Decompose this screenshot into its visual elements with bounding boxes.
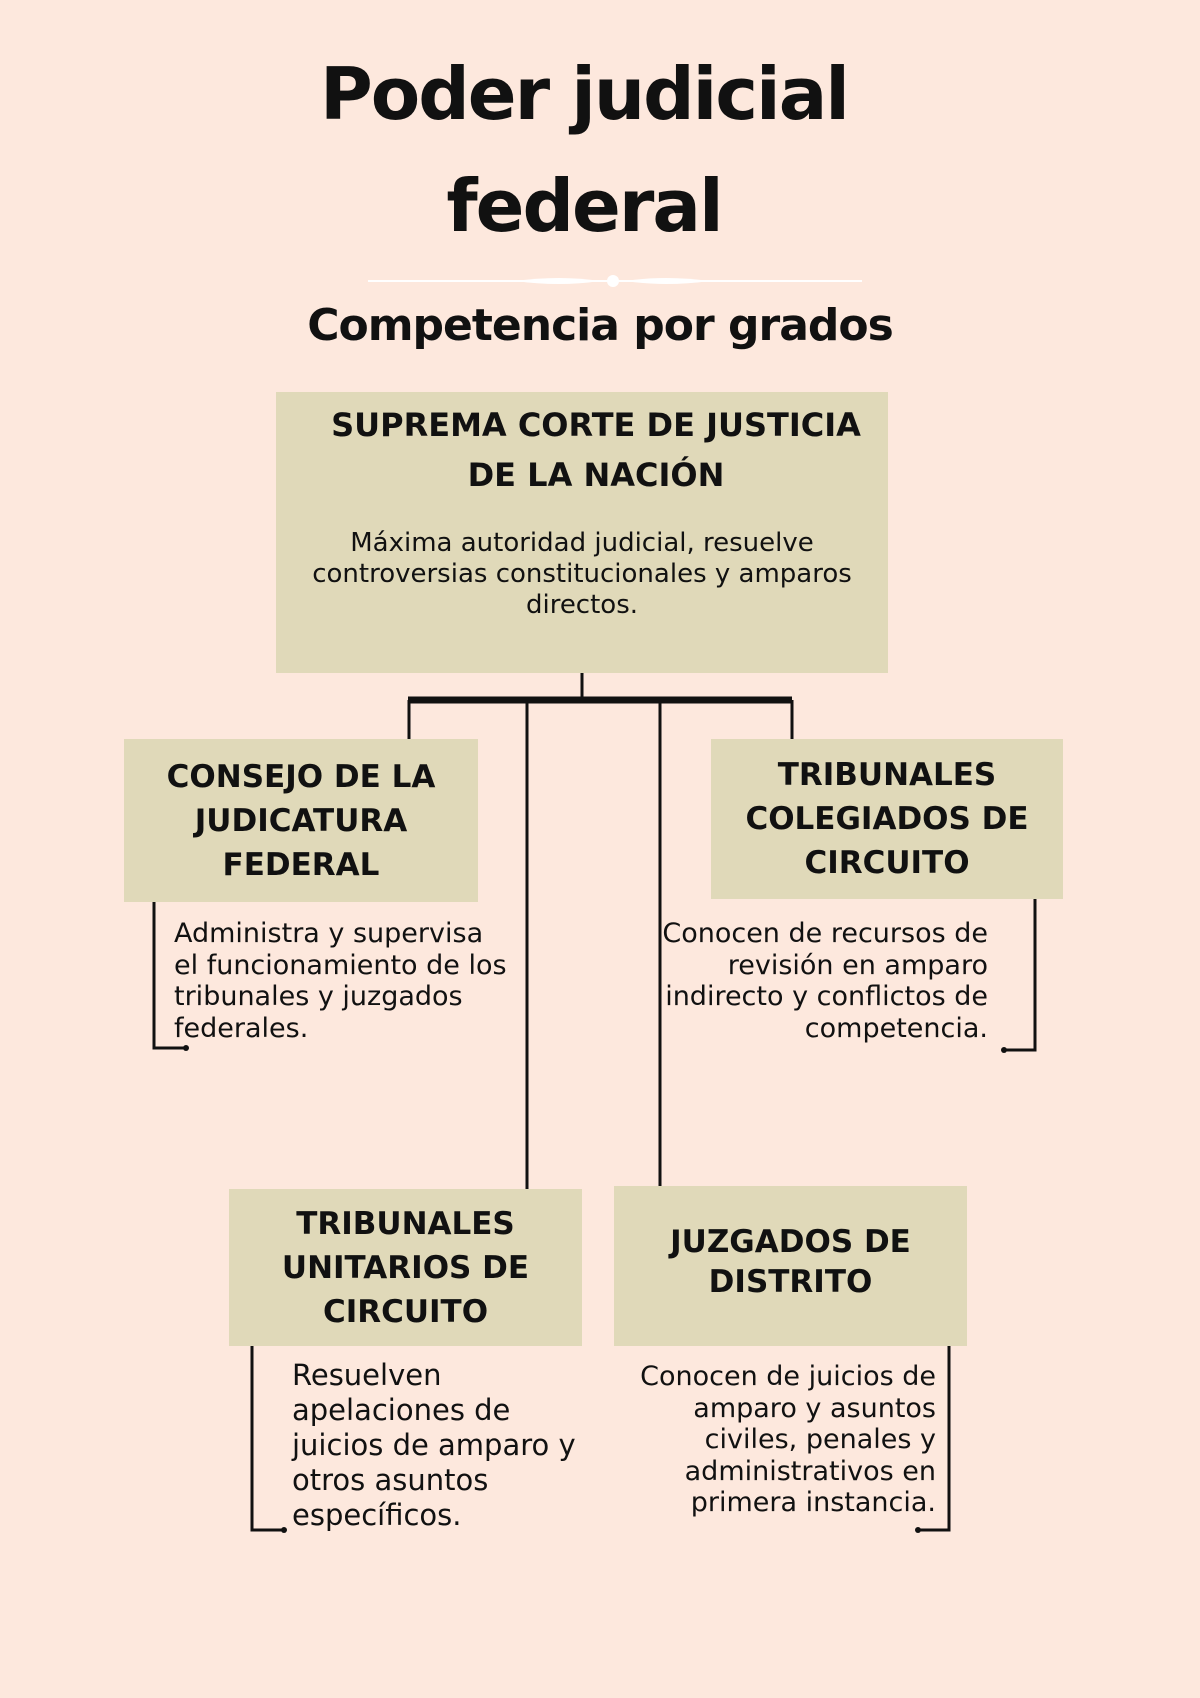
node-consejo-judicatura-title-line-3: FEDERAL [222,846,380,883]
node-juzgados-distrito-description: Conocen de juicios de amparo y asuntos civiles, penales y administrativos en primera instancia. [640,1361,936,1518]
node-suprema-corte-description: Máxima autoridad judicial, resuelve controversias constitucionales y amparos directos. [312,528,852,620]
node-juzgados-distrito [614,1186,967,1346]
node-suprema-corte-title-line-2: DE LA NACIÓN [467,456,725,494]
node-consejo-judicatura-title-line-1: CONSEJO DE LA [166,758,436,795]
node-suprema-corte [276,392,888,673]
node-juzgados-distrito-title-line-1: JUZGADOS DE [670,1224,911,1260]
node-tribunales-unitarios-title-line-2: UNITARIOS DE [281,1249,530,1286]
node-consejo-judicatura [124,739,478,902]
node-tribunales-unitarios-description: Resuelven apelaciones de juicios de amparo y otros asuntos específicos. [292,1358,576,1532]
node-tribunales-colegiados-title-line-1: TRIBUNALES [777,757,997,793]
node-juzgados-distrito-title-line-2: DISTRITO [708,1264,873,1300]
node-tribunales-unitarios-title-line-1: TRIBUNALES [296,1205,515,1242]
node-consejo-judicatura-description: Administra y supervisa el funcionamiento de los tribunales y juzgados federales. [174,918,507,1044]
node-tribunales-colegiados [711,739,1063,899]
page-title-line-1: Poder judicial [320,52,848,136]
node-tribunales-unitarios [229,1189,582,1346]
node-tribunales-colegiados-description: Conocen de recursos de revisión en amparo indirecto y conflictos de competencia. [662,918,988,1044]
title-divider [368,275,862,287]
page-title-line-2: federal [446,164,722,248]
subtitle: Competencia por grados [307,300,893,351]
node-suprema-corte-title-line-1: SUPREMA CORTE DE JUSTICIA [331,406,861,444]
node-tribunales-colegiados-title-line-3: CIRCUITO [804,845,970,881]
node-tribunales-colegiados-title-line-2: COLEGIADOS DE [745,801,1029,837]
node-consejo-judicatura-title-line-2: JUDICATURA [194,802,408,839]
node-tribunales-unitarios-title-line-3: CIRCUITO [322,1293,489,1330]
